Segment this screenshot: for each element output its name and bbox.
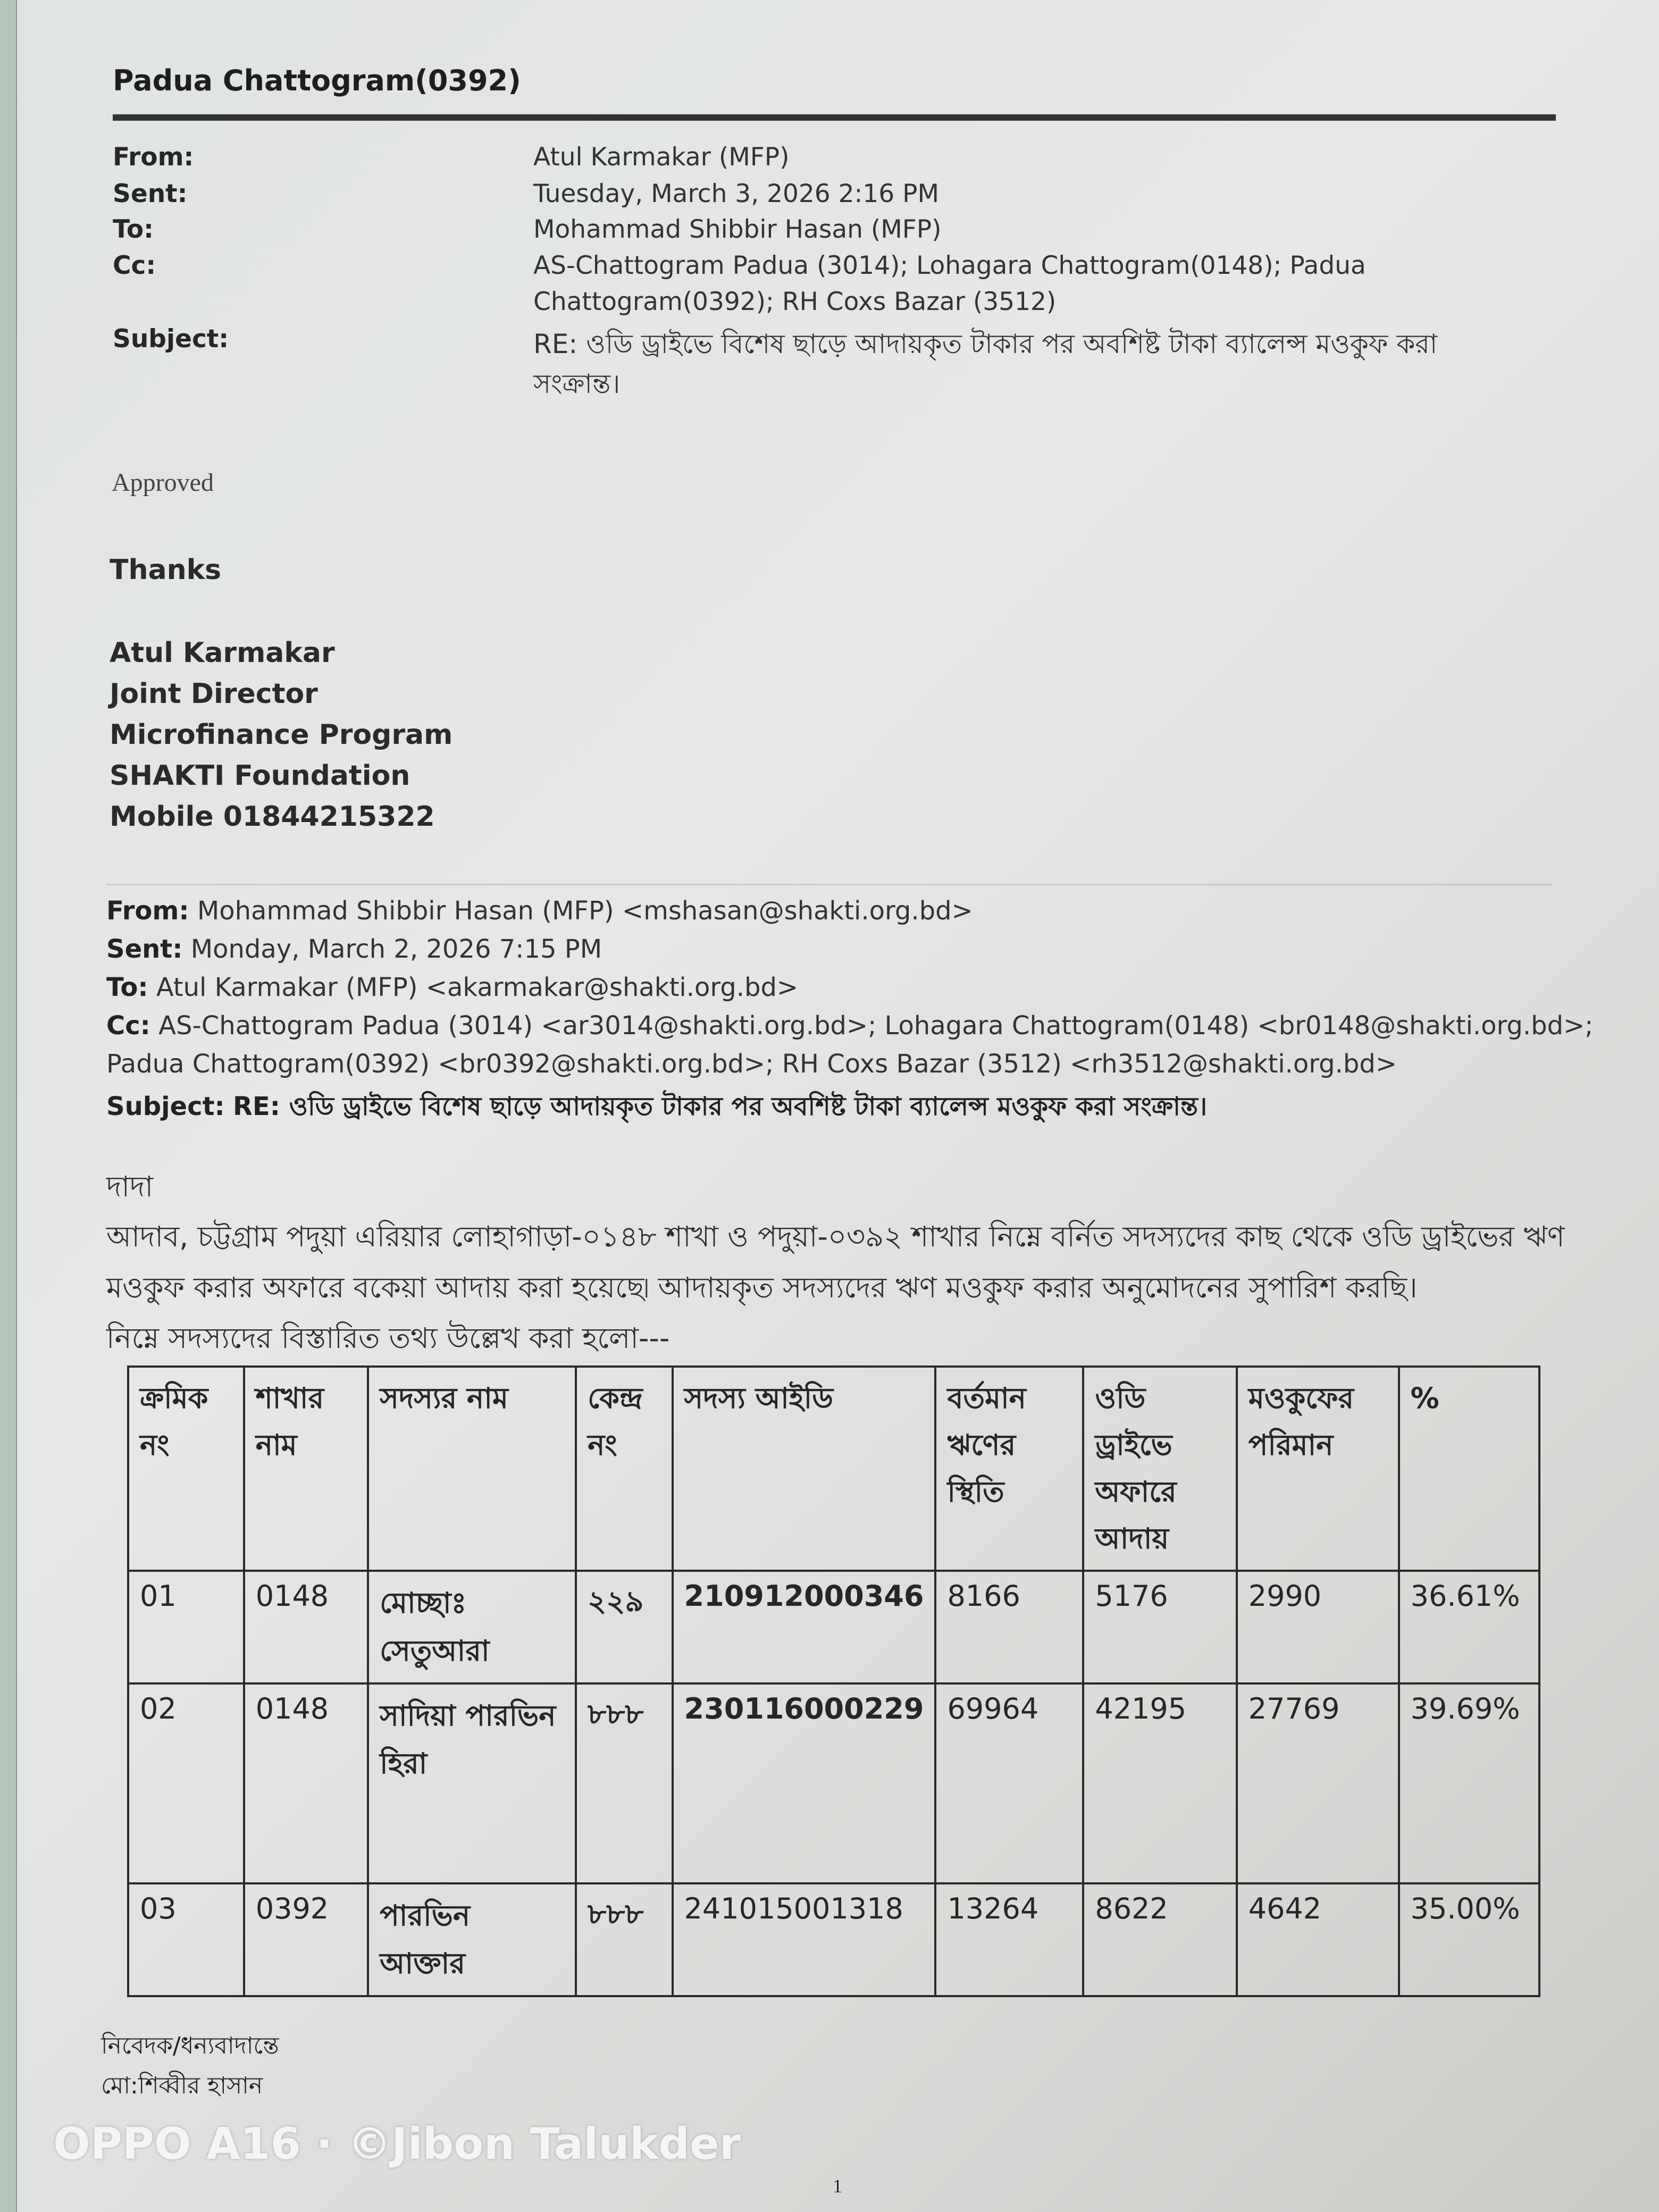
signature-program: Microfinance Program xyxy=(110,719,453,751)
quoted-to-label: To: xyxy=(106,973,148,1002)
cell-name: পারভিন আক্তার xyxy=(368,1883,576,1996)
table-header-row xyxy=(128,1367,1539,1571)
sent-value: Tuesday, March 3, 2026 2:16 PM xyxy=(533,179,940,208)
cell-name: সাদিয়া পারভিন হিরা xyxy=(368,1683,576,1883)
sent-label: Sent: xyxy=(113,179,188,208)
cell-branch: 0148 xyxy=(244,1683,368,1883)
paragraph-line3: নিম্নে সদস্যদের বিস্তারিত তথ্য উল্লেখ করা হলো--- xyxy=(106,1321,670,1355)
table-row xyxy=(128,1883,1539,1996)
greeting: দাদা xyxy=(106,1170,154,1203)
quoted-from: Mohammad Shibbir Hasan (MFP) <mshasan@shakti.org.bd> xyxy=(197,896,973,926)
header-waiver: মওকুফের পরিমান xyxy=(1237,1367,1399,1571)
cell-serial: 02 xyxy=(128,1683,244,1883)
cell-id: 230116000229 xyxy=(673,1683,936,1883)
subject-value-line2: সংক্রান্ত। xyxy=(533,368,621,399)
quoted-cc-label: Cc: xyxy=(106,1011,150,1041)
cell-balance: 13264 xyxy=(935,1883,1083,1996)
to-label: To: xyxy=(113,215,154,244)
header-percent: % xyxy=(1399,1367,1539,1571)
members-table xyxy=(127,1365,1540,1997)
cell-balance: 8166 xyxy=(935,1571,1083,1683)
from-value: Atul Karmakar (MFP) xyxy=(533,143,790,172)
from-label: From: xyxy=(113,143,194,172)
header-balance: বর্তমান ঋণের স্থিতি xyxy=(935,1367,1083,1571)
quoted-sent-label: Sent: xyxy=(106,934,183,964)
quoted-subject-label: Subject: xyxy=(106,1092,225,1121)
cell-serial: 03 xyxy=(128,1883,244,1996)
underlying-page-edge xyxy=(0,0,17,2212)
cell-recovery: 5176 xyxy=(1083,1571,1236,1683)
quoted-cc-line1: AS-Chattogram Padua (3014) <ar3014@shakti.org.bd>; Lohagara Chattogram(0148) <br0148@shakti.org.bd>; xyxy=(158,1011,1594,1041)
cell-branch: 0392 xyxy=(244,1883,368,1996)
cell-balance: 69964 xyxy=(935,1683,1083,1883)
cell-recovery: 42195 xyxy=(1083,1683,1236,1883)
subject-value-line1: RE: ওডি ড্রাইভে বিশেষ ছাড়ে আদায়কৃত টাকার পর অবশিষ্ট টাকা ব্যালেন্স মওকুফ করা xyxy=(533,329,1438,359)
signature-org: SHAKTI Foundation xyxy=(110,760,410,792)
page-number: 1 xyxy=(833,2175,842,2197)
header-member-id: সদস্য আইডি xyxy=(673,1367,936,1571)
camera-watermark: OPPO A16 · ©Jibon Talukder xyxy=(53,2119,741,2169)
header-center: কেন্দ্র নং xyxy=(576,1367,672,1571)
signature-title: Joint Director xyxy=(110,678,318,710)
cell-center: ৮৮৮ xyxy=(576,1683,672,1883)
cell-id: 241015001318 xyxy=(673,1883,936,1996)
title-rule xyxy=(113,114,1556,121)
subject-label: Subject: xyxy=(113,324,229,354)
closing-text: নিবেদক/ধন্যবাদান্তে xyxy=(101,2032,279,2059)
table-row xyxy=(128,1571,1539,1683)
to-value: Mohammad Shibbir Hasan (MFP) xyxy=(533,215,942,244)
cell-name: মোচ্ছাঃ সেতুআরা xyxy=(368,1571,576,1683)
cell-center: ৮৮৮ xyxy=(576,1883,672,1996)
cell-percent: 36.61% xyxy=(1399,1571,1539,1683)
approved-text: Approved xyxy=(112,468,214,497)
cc-value-line1: AS-Chattogram Padua (3014); Lohagara Chattogram(0148); Padua xyxy=(533,251,1366,280)
quote-divider xyxy=(106,884,1553,885)
cell-center: ২২৯ xyxy=(576,1571,672,1683)
paragraph-line2: মওকুফ করার অফারে বকেয়া আদায় করা হয়েছে৷ আদায়কৃত সদস্যদের ঋণ মওকুফ করার অনুমোদনের সুপারিশ করছি। xyxy=(106,1271,1418,1304)
cell-waiver: 2990 xyxy=(1237,1571,1399,1683)
cell-waiver: 4642 xyxy=(1237,1883,1399,1996)
quoted-from-label: From: xyxy=(106,896,189,926)
cell-serial: 01 xyxy=(128,1571,244,1683)
cc-value-line2: Chattogram(0392); RH Coxs Bazar (3512) xyxy=(533,287,1057,316)
thanks-text: Thanks xyxy=(110,554,222,586)
cell-recovery: 8622 xyxy=(1083,1883,1236,1996)
signature-name: Atul Karmakar xyxy=(110,637,335,669)
signature-mobile: Mobile 01844215322 xyxy=(110,801,435,833)
quoted-subject: RE: ওডি ড্রাইভে বিশেষ ছাড়ে আদায়কৃত টাকার পর অবশিষ্ট টাকা ব্যালেন্স মওকুফ করা সংক্রান্ত। xyxy=(232,1092,1208,1121)
quoted-cc-line2: Padua Chattogram(0392) <br0392@shakti.org.bd>; RH Coxs Bazar (3512) <rh3512@shakti.org.bd> xyxy=(106,1049,1397,1079)
header-member-name: সদস্যর নাম xyxy=(368,1367,576,1571)
quoted-sent: Monday, March 2, 2026 7:15 PM xyxy=(190,934,602,964)
cell-percent: 35.00% xyxy=(1399,1883,1539,1996)
cell-id: 210912000346 xyxy=(673,1571,936,1683)
paragraph-line1: আদাব, চট্টগ্রাম পদুয়া এরিয়ার লোহাগাড়া-০১৪৮ শাখা ও পদুয়া-০৩৯২ শাখার নিম্নে বর্নিত সদস্যদের কাছ থেকে ওডি ড্রাইভের ঋণ xyxy=(106,1220,1565,1253)
header-od-recovery: ওডি ড্রাইভে অফারে আদায় xyxy=(1083,1367,1236,1571)
cc-label: Cc: xyxy=(113,251,156,280)
cell-waiver: 27769 xyxy=(1237,1683,1399,1883)
header-serial: ক্রমিক নং xyxy=(128,1367,244,1571)
sender-name: মো:শিব্বীর হাসান xyxy=(101,2072,263,2099)
quoted-to: Atul Karmakar (MFP) <akarmakar@shakti.org.bd> xyxy=(156,973,799,1002)
table-row xyxy=(128,1683,1539,1883)
header-branch: শাখার নাম xyxy=(244,1367,368,1571)
page-title: Padua Chattogram(0392) xyxy=(113,64,521,97)
cell-percent: 39.69% xyxy=(1399,1683,1539,1883)
cell-branch: 0148 xyxy=(244,1571,368,1683)
